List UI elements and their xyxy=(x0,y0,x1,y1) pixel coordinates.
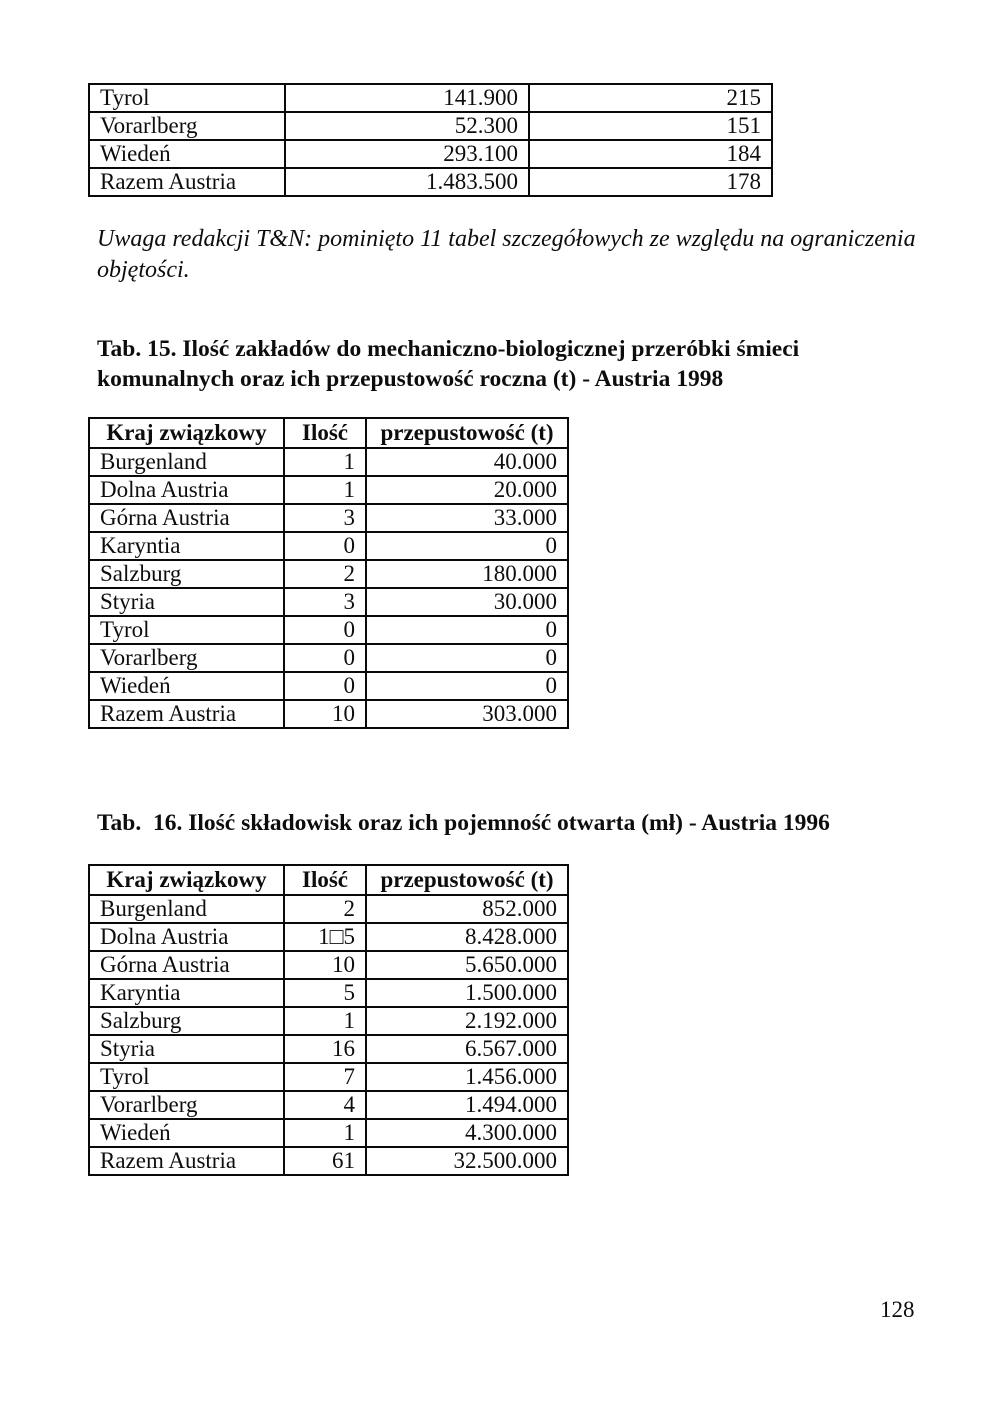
table-row xyxy=(89,1063,568,1091)
capacity-cell: 20.000 xyxy=(366,476,568,504)
capacity-cell: 6.567.000 xyxy=(366,1035,568,1063)
table-row xyxy=(89,1007,568,1035)
editorial-note: Uwaga redakcji T&N: pominięto 11 tabel szczegółowych ze względu na ograniczenia objętości. xyxy=(97,226,916,283)
table16-caption: Tab. 16. Ilość składowisk oraz ich pojemność otwarta (mł) - Austria 1996 xyxy=(97,810,830,836)
region-cell: Salzburg xyxy=(89,1007,284,1035)
count-cell: 2 xyxy=(284,895,366,923)
region-cell: Dolna Austria xyxy=(89,476,284,504)
capacity-cell: 1.456.000 xyxy=(366,1063,568,1091)
capacity-cell: 0 xyxy=(366,616,568,644)
table-row xyxy=(89,588,568,616)
table-row xyxy=(89,140,772,168)
region-cell: Tyrol xyxy=(89,616,284,644)
rate-cell: 184 xyxy=(529,140,772,168)
count-cell: 3 xyxy=(284,588,366,616)
count-cell: 1□5 xyxy=(284,923,366,951)
table-row xyxy=(89,504,568,532)
table-row xyxy=(89,672,568,700)
rate-cell: 178 xyxy=(529,168,772,196)
region-cell: Wiedeń xyxy=(89,672,284,700)
count-cell: 0 xyxy=(284,616,366,644)
table-row xyxy=(89,951,568,979)
count-cell: 10 xyxy=(284,951,366,979)
region-cell: Styria xyxy=(89,1035,284,1063)
region-cell: Razem Austria xyxy=(89,700,284,728)
capacity-cell: 1.494.000 xyxy=(366,1091,568,1119)
capacity-cell: 5.650.000 xyxy=(366,951,568,979)
capacity-cell: 8.428.000 xyxy=(366,923,568,951)
capacity-cell: 40.000 xyxy=(366,448,568,476)
header-region: Kraj związkowy xyxy=(89,418,284,448)
region-cell: Tyrol xyxy=(89,84,285,112)
count-cell: 61 xyxy=(284,1147,366,1175)
header-region: Kraj związkowy xyxy=(89,865,284,895)
table-row xyxy=(89,168,772,196)
region-cell: Vorarlberg xyxy=(89,1091,284,1119)
table-row xyxy=(89,700,568,728)
region-cell: Burgenland xyxy=(89,895,284,923)
capacity-cell: 0 xyxy=(366,644,568,672)
count-cell: 1 xyxy=(284,1007,366,1035)
header-capacity: przepustowość (t) xyxy=(366,865,568,895)
count-cell: 3 xyxy=(284,504,366,532)
header-capacity: przepustowość (t) xyxy=(366,418,568,448)
count-cell: 4 xyxy=(284,1091,366,1119)
count-cell: 7 xyxy=(284,1063,366,1091)
table-row xyxy=(89,895,568,923)
region-cell: Wiedeń xyxy=(89,1119,284,1147)
table-row xyxy=(89,560,568,588)
region-cell: Karyntia xyxy=(89,532,284,560)
table-row xyxy=(89,1035,568,1063)
region-cell: Karyntia xyxy=(89,979,284,1007)
amount-cell: 1.483.500 xyxy=(285,168,529,196)
rate-cell: 151 xyxy=(529,112,772,140)
capacity-cell: 4.300.000 xyxy=(366,1119,568,1147)
region-cell: Wiedeń xyxy=(89,140,285,168)
region-cell: Vorarlberg xyxy=(89,112,285,140)
table15-caption: Tab. 15. Ilość zakładów do mechaniczno-biologicznej przeróbki śmieci komunalnych oraz ich przepustowość roczna (t) - Austria 1998 xyxy=(97,336,800,392)
capacity-cell: 0 xyxy=(366,532,568,560)
top-table-continuation xyxy=(88,83,773,197)
capacity-cell: 2.192.000 xyxy=(366,1007,568,1035)
amount-cell: 52.300 xyxy=(285,112,529,140)
table-row xyxy=(89,979,568,1007)
count-cell: 16 xyxy=(284,1035,366,1063)
amount-cell: 141.900 xyxy=(285,84,529,112)
capacity-cell: 32.500.000 xyxy=(366,1147,568,1175)
count-cell: 1 xyxy=(284,448,366,476)
region-cell: Górna Austria xyxy=(89,504,284,532)
count-cell: 5 xyxy=(284,979,366,1007)
page-number: 128 xyxy=(880,1297,915,1322)
table15 xyxy=(88,417,569,729)
table16 xyxy=(88,864,569,1176)
rate-cell: 215 xyxy=(529,84,772,112)
count-cell: 0 xyxy=(284,672,366,700)
table-row xyxy=(89,1119,568,1147)
table-row xyxy=(89,532,568,560)
count-cell: 0 xyxy=(284,644,366,672)
header-count: Ilość xyxy=(284,865,366,895)
table-row xyxy=(89,644,568,672)
region-cell: Tyrol xyxy=(89,1063,284,1091)
table-header-row xyxy=(89,418,568,448)
table-row xyxy=(89,112,772,140)
table-row xyxy=(89,448,568,476)
region-cell: Burgenland xyxy=(89,448,284,476)
table-row xyxy=(89,476,568,504)
region-cell: Salzburg xyxy=(89,560,284,588)
region-cell: Vorarlberg xyxy=(89,644,284,672)
region-cell: Górna Austria xyxy=(89,951,284,979)
table-row xyxy=(89,923,568,951)
count-cell: 0 xyxy=(284,532,366,560)
header-count: Ilość xyxy=(284,418,366,448)
count-cell: 10 xyxy=(284,700,366,728)
table-row xyxy=(89,1147,568,1175)
capacity-cell: 852.000 xyxy=(366,895,568,923)
region-cell: Dolna Austria xyxy=(89,923,284,951)
region-cell: Razem Austria xyxy=(89,1147,284,1175)
capacity-cell: 1.500.000 xyxy=(366,979,568,1007)
region-cell: Styria xyxy=(89,588,284,616)
count-cell: 2 xyxy=(284,560,366,588)
capacity-cell: 30.000 xyxy=(366,588,568,616)
capacity-cell: 0 xyxy=(366,672,568,700)
capacity-cell: 33.000 xyxy=(366,504,568,532)
capacity-cell: 303.000 xyxy=(366,700,568,728)
table-row xyxy=(89,1091,568,1119)
region-cell: Razem Austria xyxy=(89,168,285,196)
table-row xyxy=(89,616,568,644)
table-header-row xyxy=(89,865,568,895)
count-cell: 1 xyxy=(284,476,366,504)
amount-cell: 293.100 xyxy=(285,140,529,168)
count-cell: 1 xyxy=(284,1119,366,1147)
capacity-cell: 180.000 xyxy=(366,560,568,588)
table-row xyxy=(89,84,772,112)
